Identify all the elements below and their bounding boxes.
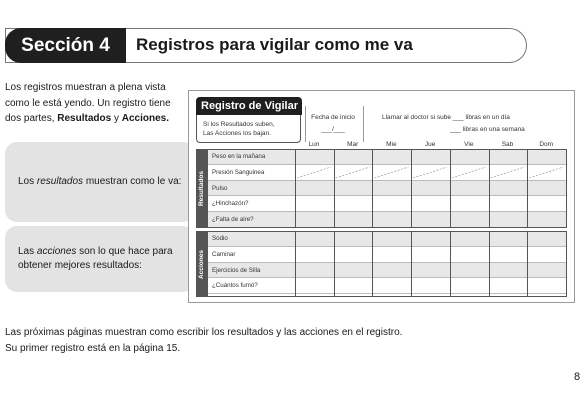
intro-results-word: Resultados	[57, 113, 112, 124]
footer-line: Las próximas páginas muestran como escribir los resultados y las acciones en el registro.	[5, 327, 403, 338]
grid-column-line	[334, 231, 335, 297]
day-header: Lun	[308, 141, 320, 148]
page-title: Registros para vigilar como me va	[136, 35, 413, 54]
intro-line: Los registros muestran a plena vista	[5, 82, 166, 93]
footer-text	[5, 325, 425, 357]
bp-diagonal-line	[336, 167, 370, 178]
blood-pressure-diagonals	[207, 149, 567, 181]
callout-text: son lo que hace para	[76, 246, 173, 257]
row-label: Presión Sanguinea	[212, 168, 265, 176]
intro-fragment: dos partes,	[5, 113, 58, 124]
day-header: Mie	[386, 141, 397, 148]
day-headers	[295, 141, 567, 149]
bp-diagonal-line	[297, 167, 331, 178]
actions-callout	[5, 226, 195, 292]
row-label: ¿Falta de aire?	[212, 216, 254, 224]
row-label: Caminar	[212, 250, 236, 258]
row-label: Sodio	[212, 235, 228, 242]
sheet-note-line: Las Acciones los bajan.	[203, 130, 271, 137]
results-section-label	[196, 149, 207, 228]
callout-text: Las	[18, 246, 37, 257]
intro-actions-word: Acciones.	[121, 113, 169, 124]
intro-fragment: y	[111, 113, 122, 124]
bp-diagonal-line	[413, 167, 447, 178]
row-label: ¿Cuántos fumó?	[212, 282, 258, 290]
callout-text: Los	[18, 176, 37, 187]
grid-frame	[207, 231, 567, 297]
section-tab: Sección 4	[5, 28, 126, 63]
results-section-text: Resultados	[198, 170, 206, 207]
bp-diagonal-line	[374, 167, 408, 178]
call-doctor-line: Llamar al doctor si sube ___ libras en un día	[382, 114, 510, 121]
results-callout	[5, 142, 195, 222]
row-label: Peso en la mañana	[212, 153, 266, 160]
actions-section-text: Acciones	[198, 249, 205, 279]
actions-section-label	[196, 231, 207, 297]
row-label: ¿Hinchazón?	[212, 200, 249, 208]
intro-text	[5, 80, 183, 127]
callout-italic: acciones	[36, 246, 77, 257]
bp-diagonal-line	[529, 167, 563, 178]
page-number: 8	[574, 371, 581, 383]
start-date-blank: ___/___	[321, 126, 345, 133]
grid-column-line	[489, 231, 490, 297]
callout-italic: resultados	[36, 176, 84, 187]
grid-column-line	[450, 231, 451, 297]
header-divider	[305, 106, 306, 142]
start-date-label: Fecha de inicio	[311, 114, 355, 121]
day-header: Dom	[539, 141, 554, 148]
sheet-title: Registro de Vigilar	[196, 97, 302, 115]
row-label: Pulso	[212, 184, 228, 192]
day-header: Vie	[464, 141, 474, 148]
start-date-field	[310, 114, 356, 133]
bp-diagonal-line	[452, 167, 486, 178]
grid-column-line	[372, 231, 373, 297]
intro-line: como le está yendo. Un registro tiene	[5, 97, 171, 109]
grid-column-line	[411, 231, 412, 297]
callout-text: obtener mejores resultados:	[18, 260, 142, 271]
callout-text: muestran como le va:	[83, 176, 182, 187]
call-doctor-box	[363, 106, 573, 142]
sheet-note-line: Si los Resultados suben,	[203, 121, 275, 128]
grid-column-line	[295, 231, 296, 297]
bp-diagonal-line	[491, 167, 525, 178]
footer-line: Su primer registro está en la página 15.	[5, 343, 181, 354]
call-doctor-line: ___ libras en una semana	[450, 126, 525, 133]
sheet-note	[203, 120, 275, 138]
day-header: Mar	[347, 141, 359, 148]
row-label: Ejercicios de Silla	[212, 266, 261, 274]
day-header: Sab	[501, 141, 514, 148]
grid-column-line	[527, 231, 528, 297]
intro-line	[5, 111, 183, 127]
day-header: Jue	[424, 141, 436, 148]
